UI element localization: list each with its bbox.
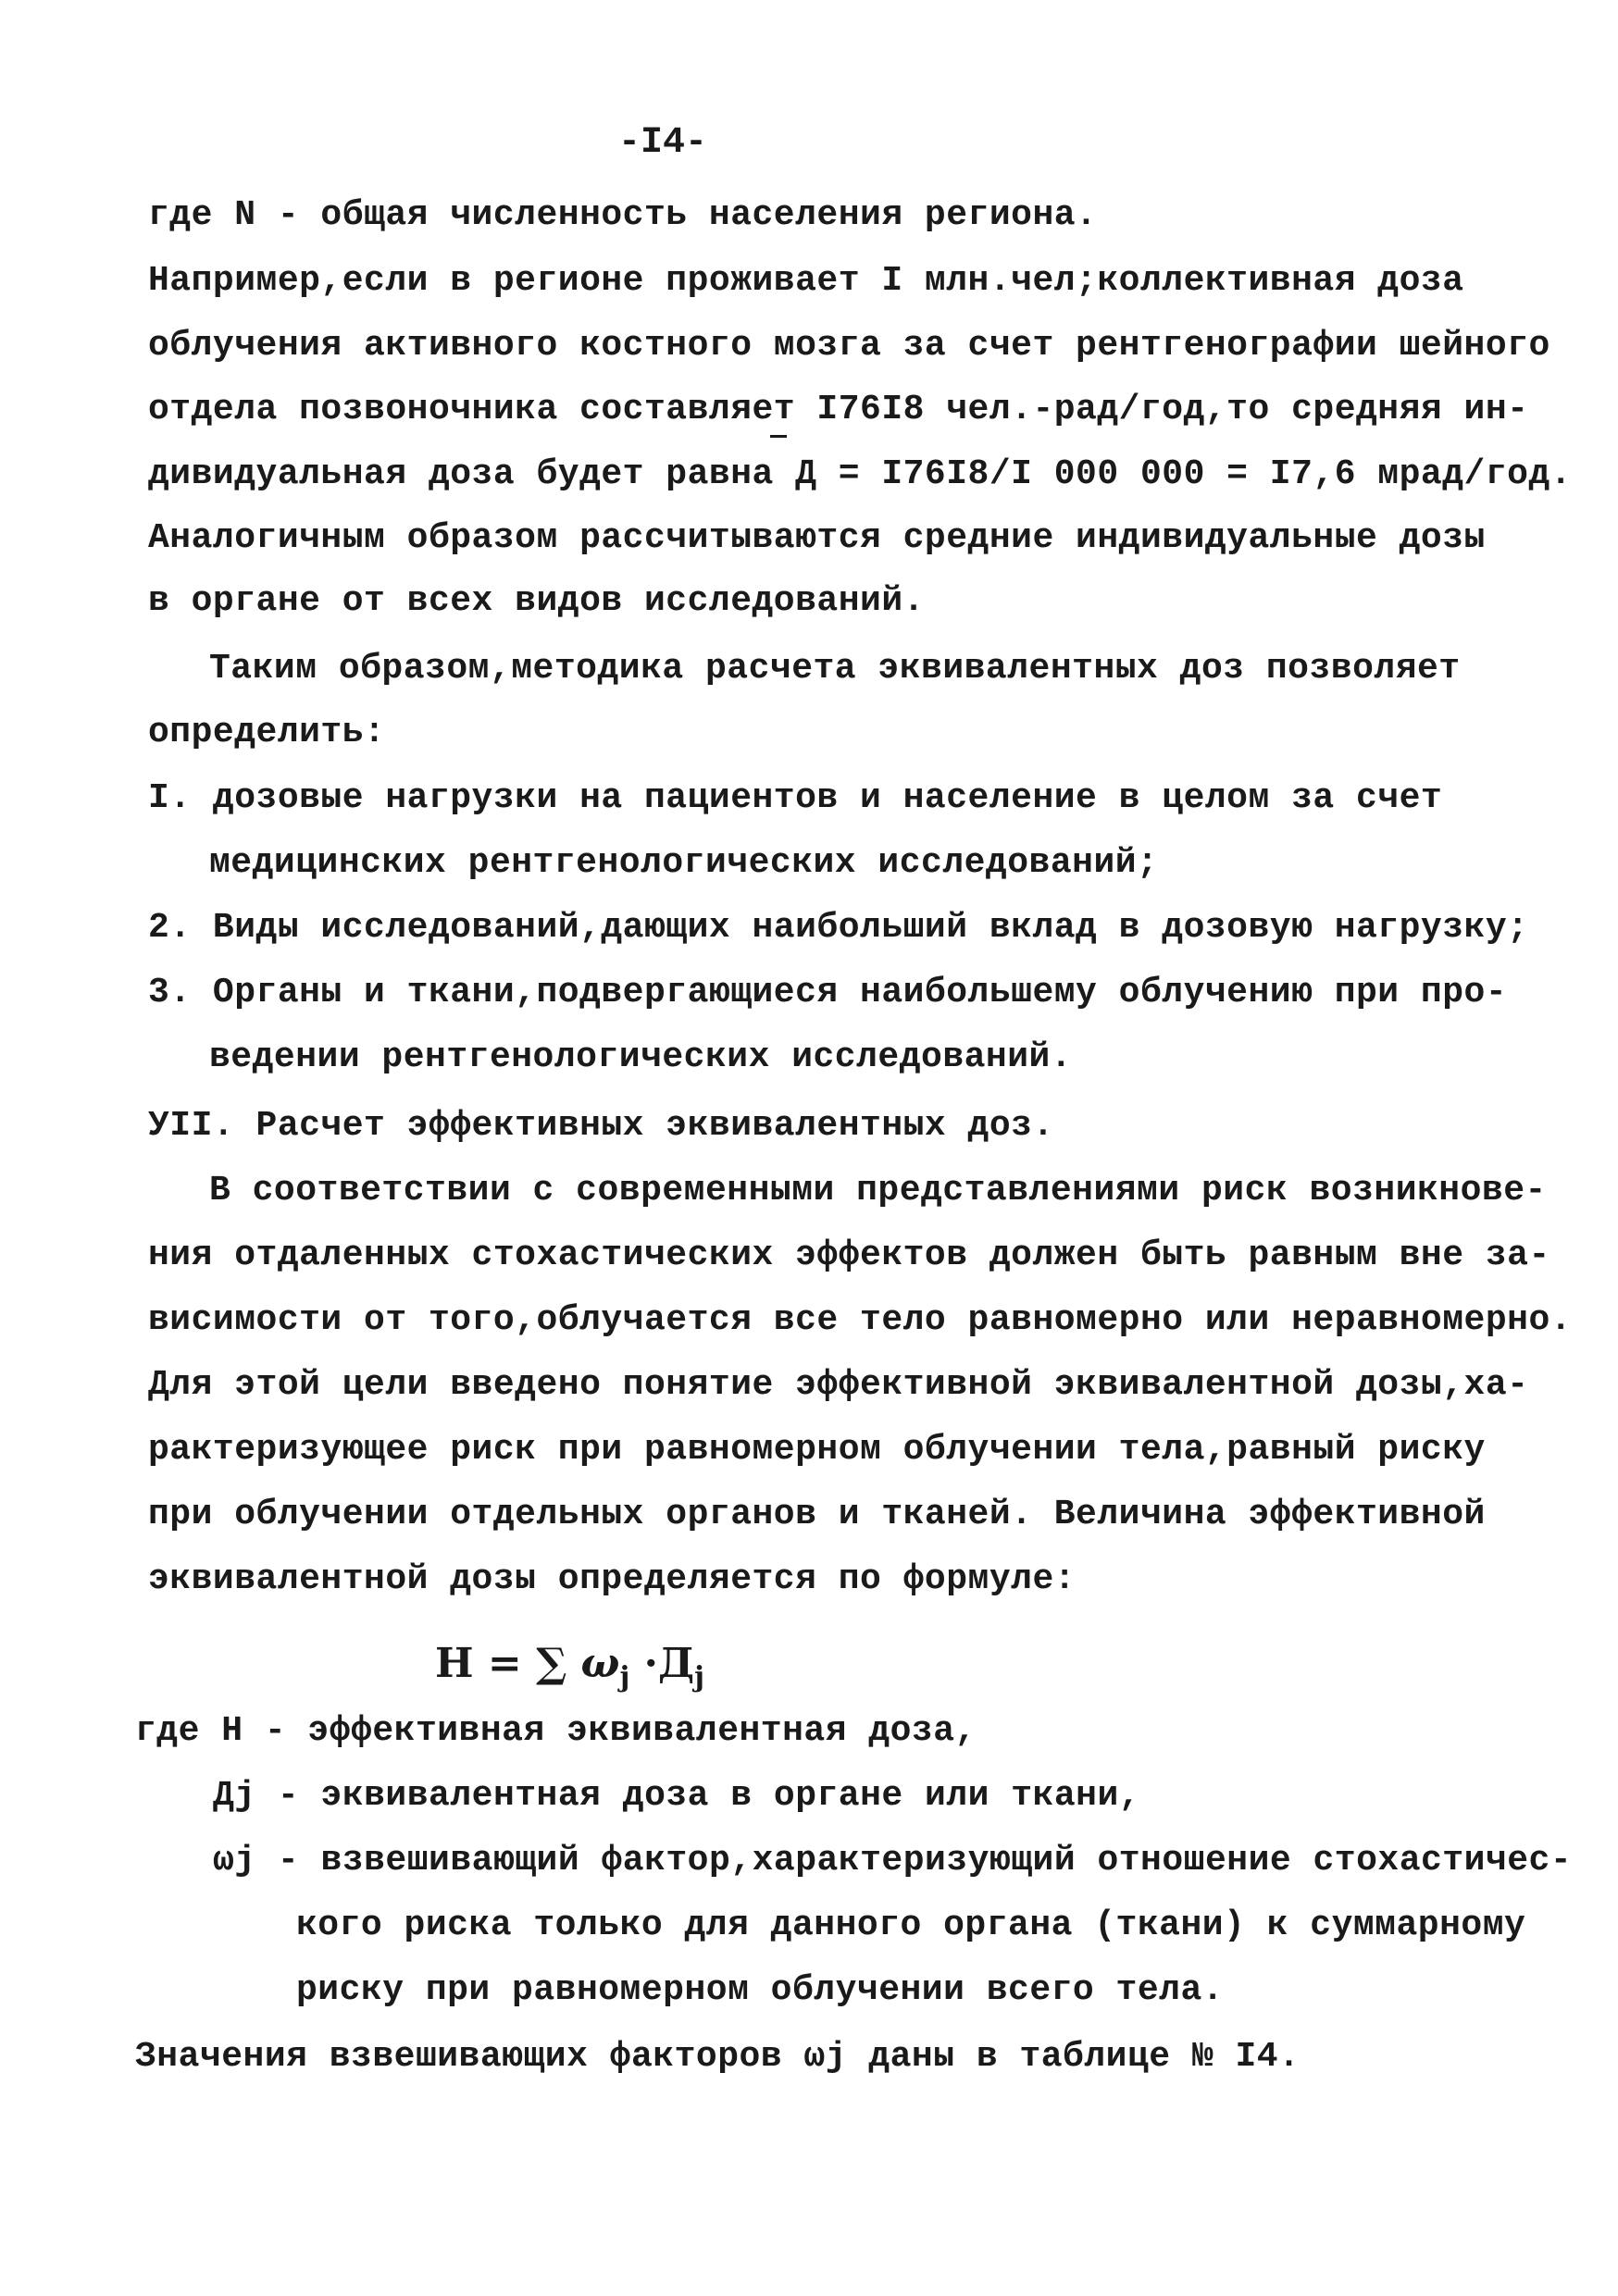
definition-line: риску при равномерном облучении всего тела. (296, 1970, 1225, 2010)
text-line: Таким образом,методика расчета эквивалентных доз позволяет (209, 649, 1461, 689)
weight-symbol: ω (580, 1640, 620, 1687)
formula-lhs: H = (435, 1640, 537, 1687)
definition-line: где H - эффективная эквивалентная доза, (135, 1711, 977, 1751)
effective-dose-formula (435, 1640, 704, 1694)
list-item: 3. Органы и ткани,подвергающиеся наибольшему облучению при про- (148, 973, 1508, 1012)
text-line: облучения активного костного мозга за счет рентгенографии шейного (148, 326, 1550, 366)
text-line: дивидуальная доза будет равна Д = I76I8/I 000 000 = I7,6 мрад/год. (148, 454, 1573, 494)
text-line: отдела позвоночника составляет I76I8 чел.-рад/год,то средняя ин- (148, 390, 1529, 429)
text-line: Аналогичным образом рассчитываются средние индивидуальные дозы (148, 518, 1486, 558)
text-line: висимости от того,облучается все тело равномерно или неравномерно. (148, 1300, 1573, 1340)
text-line: Например,если в регионе проживает I млн.чел;коллективная доза (148, 261, 1464, 301)
definition-line: кого риска только для данного органа (ткани) к суммарному (296, 1905, 1526, 1945)
text-line: при облучении отдельных органов и тканей. Величина эффективной (148, 1495, 1486, 1534)
text-line: ния отдаленных стохастических эффектов должен быть равным вне за- (148, 1235, 1550, 1275)
dose-symbol: Д (657, 1640, 695, 1687)
text-line: Значения взвешивающих факторов ωj даны в таблице № I4. (135, 2037, 1301, 2077)
list-item-continuation: ведении рентгенологических исследований. (209, 1037, 1073, 1077)
formula-dot: · (629, 1640, 658, 1687)
text-line: определить: (148, 713, 386, 752)
weight-subscript: j (619, 1661, 630, 1694)
sum-symbol: ∑ (536, 1640, 567, 1687)
overline-mark (770, 435, 787, 438)
section-heading: УII. Расчет эффективных эквивалентных доз. (148, 1106, 1054, 1146)
dose-subscript: j (694, 1661, 704, 1694)
definition-line: Дj - эквивалентная доза в органе или ткани, (213, 1776, 1141, 1816)
text-line: в органе от всех видов исследований. (148, 581, 925, 621)
list-item-continuation: медицинских рентгенологических исследований; (209, 843, 1159, 883)
text-line: где N - общая численность населения региона. (148, 195, 1098, 235)
text-line: эквивалентной дозы определяется по формуле: (148, 1559, 1077, 1599)
list-item: I. дозовые нагрузки на пациентов и население в целом за счет (148, 778, 1443, 818)
definition-line: ωj - взвешивающий фактор,характеризующий отношение стохастичес- (213, 1841, 1573, 1880)
text-line: рактеризующее риск при равномерном облучении тела,равный риску (148, 1430, 1486, 1470)
list-item: 2. Виды исследований,дающих наибольший вклад в дозовую нагрузку; (148, 908, 1529, 948)
text-line: В соответствии с современными представлениями риск возникнове- (209, 1171, 1547, 1210)
page-number: -I4- (618, 122, 708, 164)
text-line: Для этой цели введено понятие эффективной эквивалентной дозы,ха- (148, 1365, 1529, 1405)
